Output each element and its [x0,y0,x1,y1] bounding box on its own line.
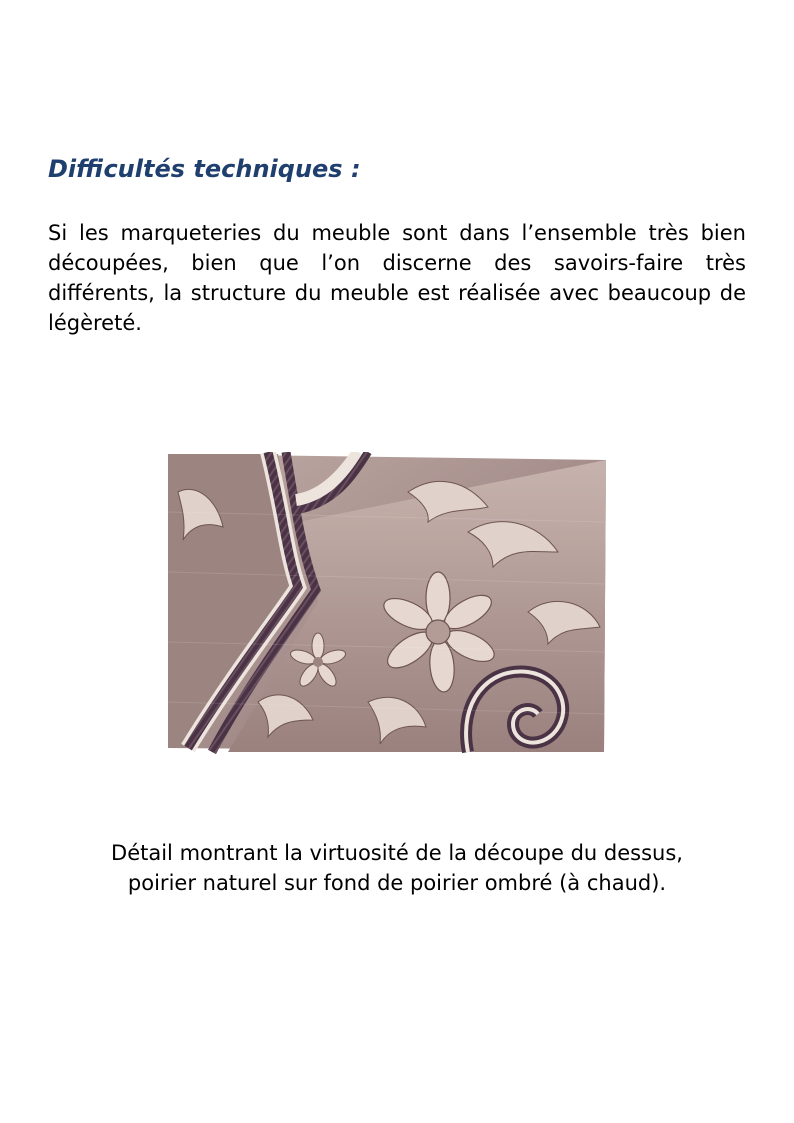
body-paragraph: Si les marqueteries du meuble sont dans l’ensemble très bien découpées, bien que l’on discerne des savoirs-faire très différents, la structure du meuble est réalisée avec beaucoup de légèreté. [48,221,746,335]
photo-caption [0,838,794,898]
caption-line-2: poirier naturel sur fond de poirier ombré (à chaud). [127,871,667,895]
marquetry-detail-photo [168,452,606,756]
section-heading: Difficultés techniques : [48,155,361,183]
caption-line-1: Détail montrant la virtuosité de la découpe du dessus, [111,841,683,865]
